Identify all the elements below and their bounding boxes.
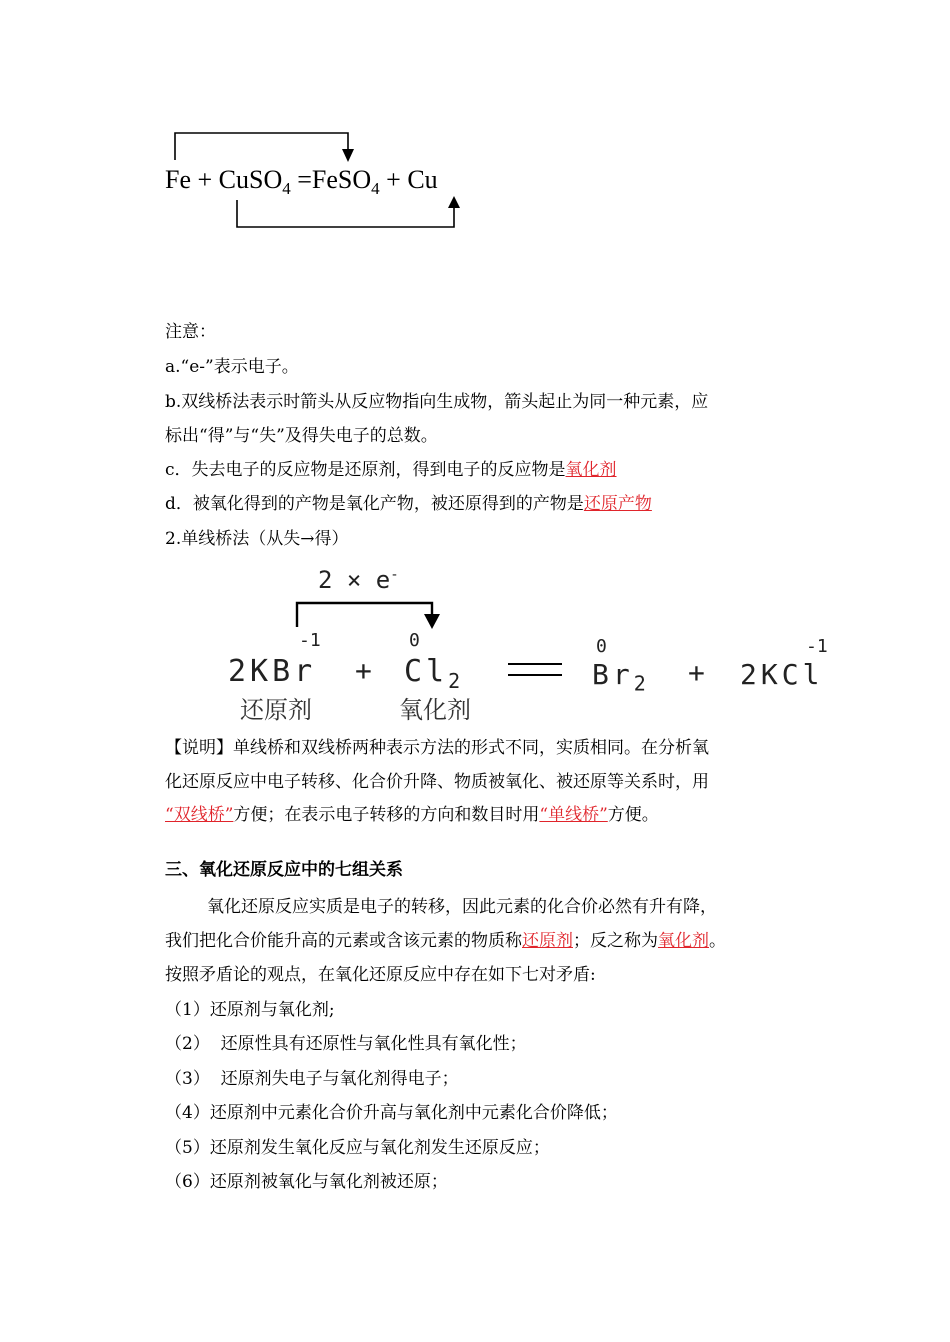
explanation-end: 方便。 <box>607 805 659 825</box>
list-item: （4）还原剂中元素化合价升高与氧化剂中元素化合价降低； <box>165 1103 618 1123</box>
list-item: （3） 还原剂失电子与氧化剂得电子； <box>165 1069 459 1089</box>
kbr-formula: 2KBr <box>228 654 317 689</box>
note-d-answer: 还原产物 <box>583 494 652 514</box>
oxidizer-label: 氧化剂 <box>399 696 471 724</box>
electron-count: 2 × e- <box>318 566 399 594</box>
explanation-line2: 化还原反应中电子转移、化合价升降、物质被氧化、被还原等关系时，用 <box>165 772 709 792</box>
list-item: （1）还原剂与氧化剂; <box>165 1000 335 1020</box>
reducer-label: 还原剂 <box>240 696 312 724</box>
explanation-line1: 【说明】单线桥和双线桥两种表示方法的形式不同，实质相同。在分析氧 <box>165 738 709 758</box>
feso4-formula: FeSO$_4$ <box>311 165 380 199</box>
br2-formula: $Br_2$ <box>592 658 650 696</box>
reducer-term: 还原剂 <box>522 931 573 951</box>
list-item: （5）还原剂发生氧化反应与氧化剂发生还原反应； <box>165 1138 550 1158</box>
section3-heading: 三、氧化还原反应中的七组关系 <box>165 860 403 880</box>
notes-title: 注意： <box>165 322 216 342</box>
paragraph-text: 。 <box>709 931 726 951</box>
single-bridge-line <box>297 603 432 627</box>
fe-formula: Fe <box>165 165 191 194</box>
paragraph-text: 我们把化合价能升高的元素或含该元素的物质称 <box>165 931 522 951</box>
plus-sign: + <box>197 165 213 194</box>
cl2-formula: $Cl_2$ <box>404 654 465 693</box>
single-bridge-heading: 2.单线桥法（从失→得） <box>165 529 349 549</box>
plus-sign: + <box>355 654 372 687</box>
ox-state-cl-reactant: 0 <box>409 630 420 651</box>
plus-sign: + <box>386 165 401 194</box>
oxidizer-term: 氧化剂 <box>658 931 709 951</box>
list-item: （6）还原剂被氧化与氧化剂被还原； <box>165 1172 448 1192</box>
single-bridge-term: “单线桥” <box>539 805 608 825</box>
note-c-answer: 氧化剂 <box>565 460 617 480</box>
section3-paragraph-line2 <box>165 931 726 951</box>
list-item: （2） 还原性具有还原性与氧化性具有氧化性； <box>165 1034 527 1054</box>
section3-paragraph-line3: 按照矛盾论的观点，在氧化还原反应中存在如下七对矛盾: <box>165 965 596 985</box>
note-c-text: c．失去电子的反应物是还原剂，得到电子的反应物是 <box>165 460 566 480</box>
double-bridge-term: “双线桥” <box>165 805 234 825</box>
explanation-mid: 方便；在表示电子转移的方向和数目时用 <box>233 805 540 825</box>
kcl-formula: 2KCl <box>740 658 824 691</box>
equals-sign: = <box>297 165 312 194</box>
ox-state-cl-product: -1 <box>806 636 828 657</box>
cu-formula: Cu <box>407 165 438 194</box>
note-a: a.“e-”表示电子。 <box>165 357 299 377</box>
plus-sign: + <box>688 656 705 689</box>
ox-state-br-reactant: -1 <box>299 630 321 651</box>
section3-paragraph-line1: 氧化还原反应实质是电子的转移，因此元素的化合价必然有升有降， <box>207 897 717 917</box>
note-b-line1: b.双线桥法表示时箭头从反应物指向生成物，箭头起止为同一种元素，应 <box>165 392 709 412</box>
note-d-text: d．被氧化得到的产物是氧化产物，被还原得到的产物是 <box>165 494 584 514</box>
cuso4-formula: CuSO$_4$ <box>218 165 291 199</box>
paragraph-text: ；反之称为 <box>573 931 658 951</box>
note-b-line2: 标出“得”与“失”及得失电子的总数。 <box>165 426 438 446</box>
explanation-line3 <box>165 805 659 825</box>
ox-state-br-product: 0 <box>596 636 607 657</box>
single-bridge-arrowhead <box>424 614 440 629</box>
